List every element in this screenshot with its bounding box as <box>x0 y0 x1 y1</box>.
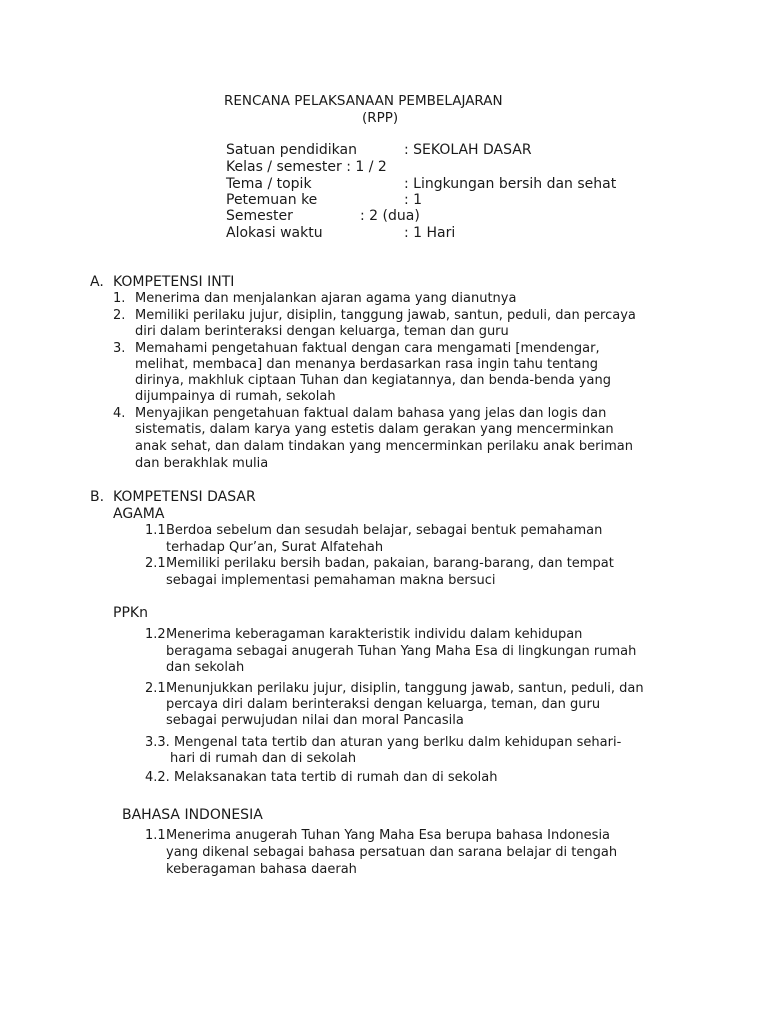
subject-heading-ppkn: PPKn <box>113 605 148 621</box>
list-item-text: Memahami pengetahuan faktual dengan cara mengamati [mendengar, <box>135 341 600 356</box>
list-item-text: dirinya, makhluk ciptaan Tuhan dan kegiatannya, dan benda-benda yang <box>135 373 612 388</box>
list-item-text: sebagai implementasi pemahaman makna bersuci <box>166 573 496 588</box>
identity-label: Petemuan ke <box>226 192 318 208</box>
list-item-text: melihat, membaca] dan menanya berdasarkan rasa ingin tahu tentang <box>135 357 598 372</box>
list-item-text: yang dikenal sebagai bahasa persatuan dan sarana belajar di tengah <box>166 845 618 860</box>
list-number: 2.1 <box>145 681 166 696</box>
list-item-text: dan berakhlak mulia <box>135 456 269 471</box>
identity-label: Tema / topik <box>226 176 312 192</box>
list-number: 2. <box>113 308 126 323</box>
list-number: 1. <box>113 291 126 306</box>
list-item-text: Memiliki perilaku jujur, disiplin, tanggung jawab, santun, peduli, dan percaya <box>135 308 636 323</box>
list-item-text: Berdoa sebelum dan sesudah belajar, sebagai bentuk pemahaman <box>166 523 603 538</box>
identity-label: Satuan pendidikan <box>226 142 357 158</box>
list-number: 1.1 <box>145 523 166 538</box>
identity-label: Kelas / semester : 1 / 2 <box>226 159 387 175</box>
list-number: 4. <box>113 406 126 421</box>
list-item-text: terhadap Qur’an, Surat Alfatehah <box>166 540 384 555</box>
section-title: KOMPETENSI DASAR <box>113 489 256 505</box>
list-item-text: Mengenal tata tertib dan aturan yang berlku dalm kehidupan sehari- <box>174 735 622 750</box>
list-number: 4.2. <box>145 770 170 785</box>
list-item-text: Menyajikan pengetahuan faktual dalam bahasa yang jelas dan logis dan <box>135 406 607 421</box>
identity-value: : 1 Hari <box>404 225 456 241</box>
list-item-text: sistematis, dalam karya yang estetis dalam gerakan yang mencerminkan <box>135 422 614 437</box>
section-title: KOMPETENSI INTI <box>113 274 235 290</box>
list-item-text: Menerima anugerah Tuhan Yang Maha Esa berupa bahasa Indonesia <box>166 828 611 843</box>
list-number: 2.1 <box>145 556 166 571</box>
list-item-text: anak sehat, dan dalam tindakan yang mencerminkan perilaku anak beriman <box>135 439 633 454</box>
list-number: 3.3. <box>145 735 170 750</box>
subject-heading-agama: AGAMA <box>113 506 165 522</box>
list-item-text: Memiliki perilaku bersih badan, pakaian, barang-barang, dan tempat <box>166 556 614 571</box>
list-item-text: dan sekolah <box>166 660 245 675</box>
list-item-text: diri dalam berinteraksi dengan keluarga, teman dan guru <box>135 324 509 339</box>
identity-value: : 2 (dua) <box>360 208 420 224</box>
list-item-text: beragama sebagai anugerah Tuhan Yang Maha Esa di lingkungan rumah <box>166 644 637 659</box>
subject-heading-bahasa-indonesia: BAHASA INDONESIA <box>122 807 263 823</box>
identity-label: Semester <box>226 208 293 224</box>
section-letter: A. <box>90 274 104 290</box>
identity-value: : SEKOLAH DASAR <box>404 142 532 158</box>
list-number: 1.1 <box>145 828 166 843</box>
list-item-text: Menerima dan menjalankan ajaran agama yang dianutnya <box>135 291 517 306</box>
list-number: 3. <box>113 341 126 356</box>
list-item-text: keberagaman bahasa daerah <box>166 862 357 877</box>
identity-value: : 1 <box>404 192 423 208</box>
list-item-text: hari di rumah dan di sekolah <box>170 751 357 766</box>
identity-label: Alokasi waktu <box>226 225 323 241</box>
section-letter: B. <box>90 489 105 505</box>
document-subtitle: (RPP) <box>362 110 399 126</box>
list-item-text: percaya diri dalam berinteraksi dengan keluarga, teman, dan guru <box>166 697 601 712</box>
identity-value: : Lingkungan bersih dan sehat <box>404 176 617 192</box>
list-item-text: Menunjukkan perilaku jujur, disiplin, tanggung jawab, santun, peduli, dan <box>166 681 644 696</box>
list-item-text: Menerima keberagaman karakteristik individu dalam kehidupan <box>166 627 583 642</box>
list-item-text: dijumpainya di rumah, sekolah <box>135 389 336 404</box>
list-number: 1.2 <box>145 627 166 642</box>
list-item-text: Melaksanakan tata tertib di rumah dan di sekolah <box>174 770 498 785</box>
list-item-text: sebagai perwujudan nilai dan moral Pancasila <box>166 713 464 728</box>
document-title: RENCANA PELAKSANAAN PEMBELAJARAN <box>224 93 503 109</box>
